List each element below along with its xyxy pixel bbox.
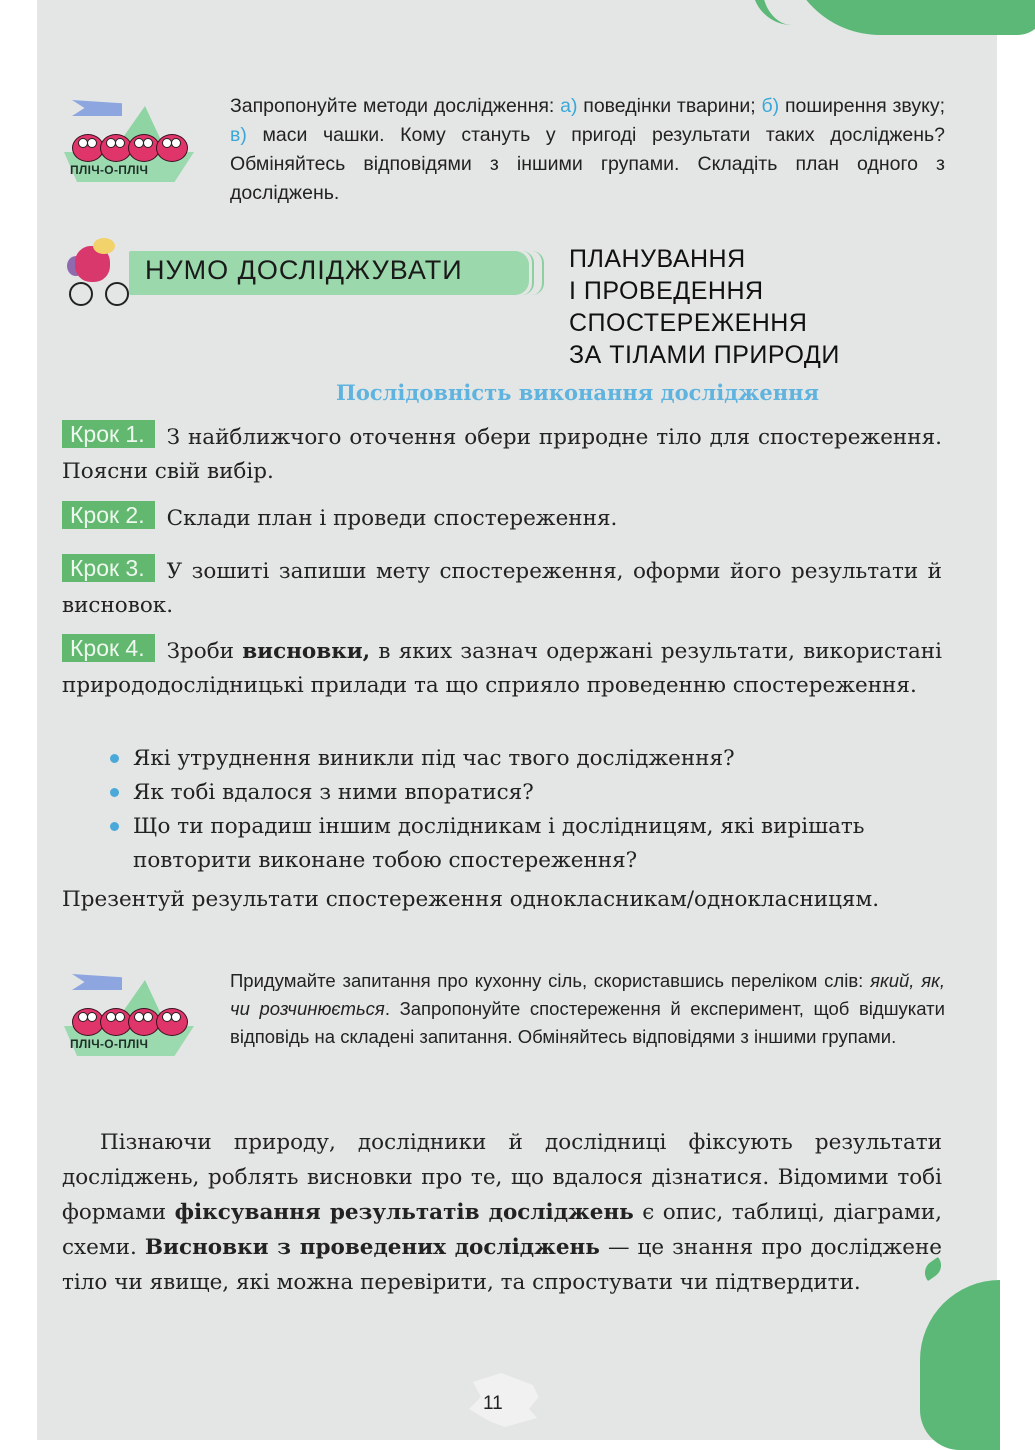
question-item: [108, 742, 942, 776]
paragraph-text: — це знання про досліджене тіло чи явище, які можна перевірити, та спростувати чи підтвердити.: [62, 1235, 942, 1295]
topic-title: [569, 243, 840, 371]
task-italic-words: який, як, чи розчинюється: [230, 970, 945, 1019]
bug-on-bicycle-icon: [67, 238, 132, 308]
task-text: маси чашки. Кому стануть у пригоді результати таких досліджень? Обміняйтесь відповідями з іншими групами. Складіть план одного з досліджень.: [230, 124, 945, 204]
bug-icon: [156, 1008, 188, 1036]
present-instruction: Презентуй результати спостереження однокласникам/однокласницям.: [62, 887, 880, 912]
step-3: [62, 554, 942, 623]
step-badge: Крок 3.: [62, 554, 155, 582]
wheel-icon: [105, 282, 129, 306]
flag-icon: [72, 974, 122, 990]
step-1: [62, 420, 942, 489]
step-text: У зошиті запиши мету спостереження, оформи його результати й висновок.: [62, 559, 942, 618]
question-text: Що ти порадиш іншим дослідникам і дослідницям, які вирішать повторити виконане тобою спостереження?: [133, 814, 865, 873]
option-c-marker: в): [230, 124, 247, 146]
task-text: Придумайте запитання про кухонну сіль, скориставшись переліком слів:: [230, 970, 871, 991]
option-b-marker: б): [761, 95, 780, 117]
step-4: [62, 634, 942, 703]
bug-head-icon: [93, 238, 115, 254]
banner-arc: [532, 251, 544, 295]
question-item: [108, 810, 942, 878]
bullet-icon: [110, 754, 119, 763]
step-text: Зроби: [166, 639, 243, 664]
step-text: З найближчого оточення обери природне тіло для спостереження. Поясни свій вибір.: [62, 425, 942, 484]
question-list: [108, 742, 942, 878]
sequence-heading-text: Послідовність виконання дослідження: [336, 380, 819, 405]
bold-term: Висновки з проведених досліджень: [144, 1235, 600, 1260]
topic-line: ЗА ТІЛАМИ ПРИРОДИ: [569, 341, 840, 369]
flag-icon: [72, 100, 122, 116]
task-text: . Запропонуйте спостереження й експеримент, щоб відшукати відповідь на складені запитання. Обміняйтесь відповідями з іншими групами.: [230, 998, 945, 1047]
question-text: Які утруднення виникли під час твого дослідження?: [133, 746, 735, 771]
side-by-side-icon: [58, 92, 198, 192]
pair-task-1: [230, 92, 945, 208]
topic-line: ПЛАНУВАННЯ: [569, 245, 746, 273]
option-a-marker: а): [560, 95, 578, 117]
wheel-icon: [69, 282, 93, 306]
sequence-heading: [0, 380, 1035, 405]
question-text: Як тобі вдалося з ними впоратися?: [133, 780, 534, 805]
step-badge: Крок 1.: [62, 420, 155, 448]
task-text: Запропонуйте методи дослідження:: [230, 95, 561, 117]
step-text: Склади план і проведи спостереження.: [166, 506, 618, 531]
topic-line: І ПРОВЕДЕННЯ: [569, 277, 764, 305]
step-2: [62, 501, 942, 536]
step-badge: Крок 4.: [62, 634, 155, 662]
pair-task-2: [230, 967, 945, 1051]
task-text: поширення звуку;: [779, 95, 946, 117]
step-bold-text: висновки,: [242, 639, 371, 664]
task-text: поведінки тварини;: [577, 95, 762, 117]
pair-icon-label: ПЛІЧ-О-ПЛІЧ: [70, 163, 149, 177]
paragraph-text: є опис, таблиці, діаграми, схеми.: [62, 1200, 943, 1260]
bullet-icon: [110, 822, 119, 831]
page-number: 11: [483, 1393, 503, 1414]
conclusion-paragraph: [62, 1125, 942, 1300]
bullet-icon: [110, 788, 119, 797]
side-by-side-icon: [58, 966, 198, 1066]
topic-line: СПОСТЕРЕЖЕННЯ: [569, 309, 808, 337]
question-item: [108, 776, 942, 810]
bold-term: фіксування результатів досліджень: [174, 1200, 634, 1225]
bug-icon: [156, 134, 188, 162]
step-badge: Крок 2.: [62, 501, 155, 529]
pair-icon-label: ПЛІЧ-О-ПЛІЧ: [70, 1037, 149, 1051]
research-banner-label: НУМО ДОСЛІДЖУВАТИ: [145, 255, 463, 285]
paragraph-text: Пізнаючи природу, дослідники й дослідниці фіксують результати досліджень, роблять висновки про те, що вдалося дізнатися. Відомими тобі формами: [62, 1130, 942, 1225]
step-text: в яких зазнач одержані результати, використані природодослідницькі прилади та що сприяло проведенню спостереження.: [62, 639, 942, 698]
